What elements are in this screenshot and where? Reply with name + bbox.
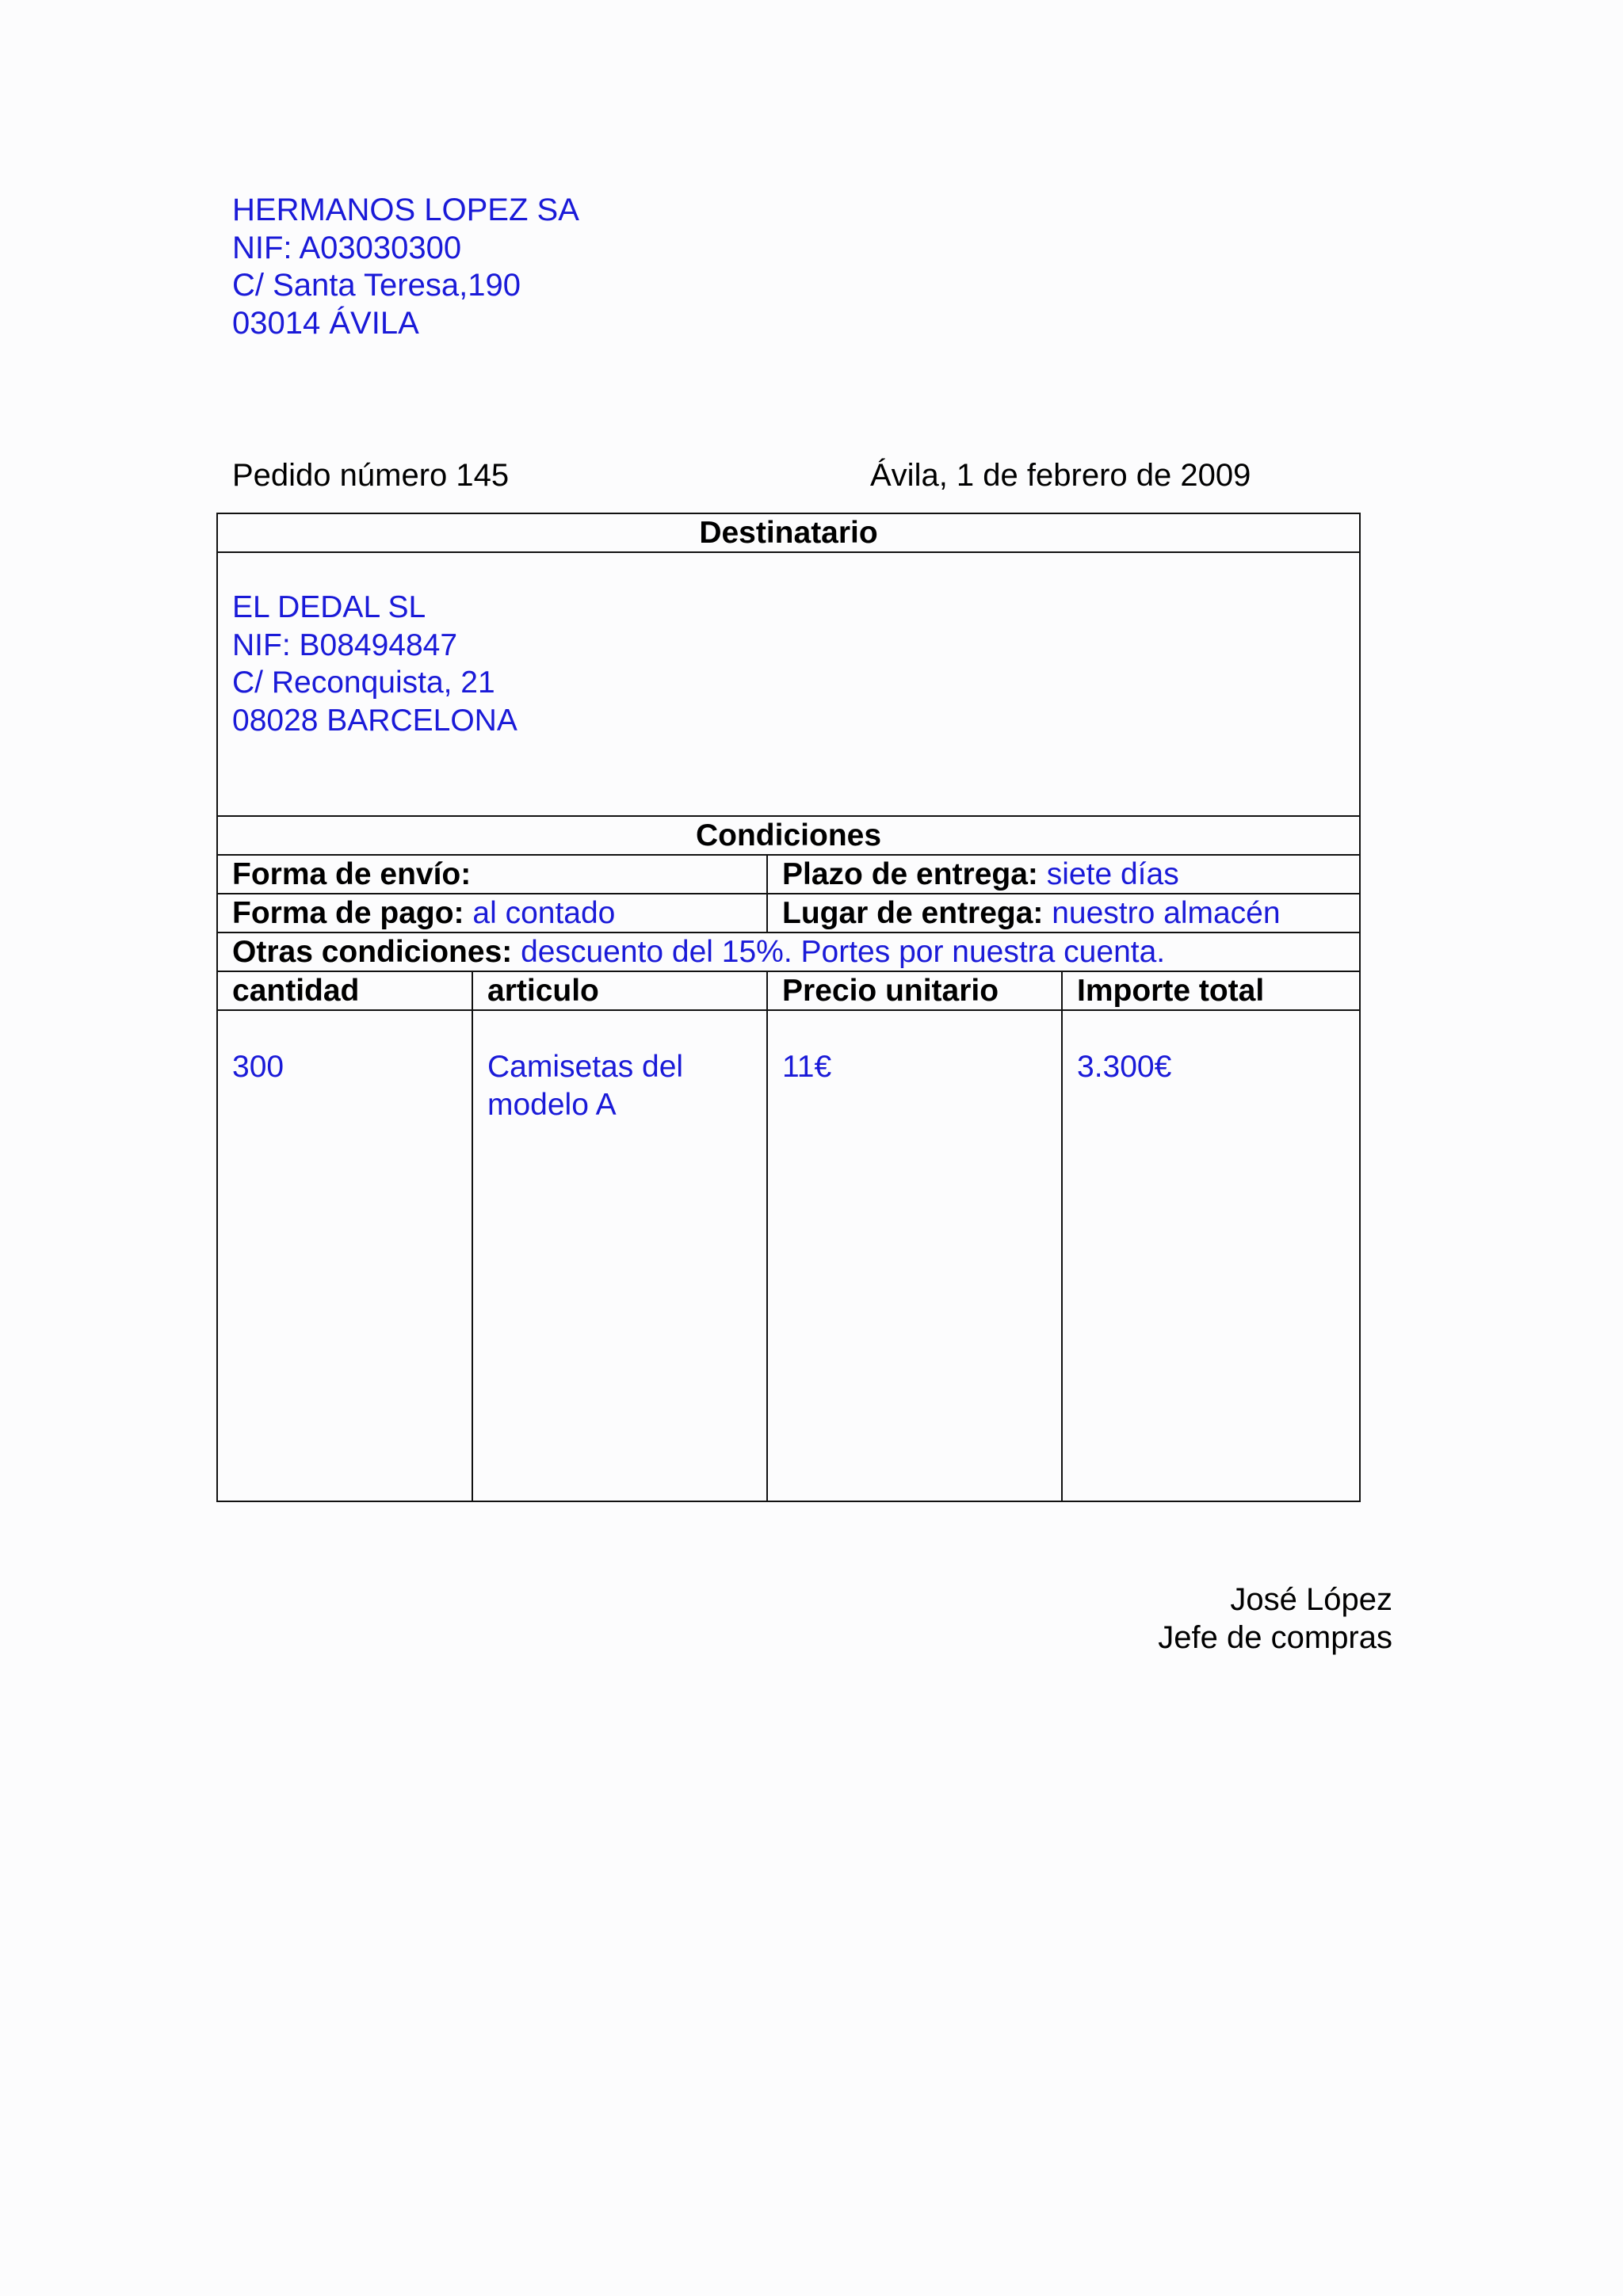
recipient-header: Destinatario: [217, 513, 1360, 552]
order-table: [216, 513, 1361, 1502]
recipient-name: EL DEDAL SL: [232, 590, 426, 624]
delivery-time-label: Plazo de entrega:: [782, 857, 1038, 891]
delivery-place-label: Lugar de entrega:: [782, 896, 1044, 930]
recipient-nif: NIF: B08494847: [232, 627, 458, 662]
other-conditions-cell: [217, 933, 1360, 971]
column-header-article: articulo: [472, 971, 767, 1010]
other-conditions-label: Otras condiciones:: [232, 935, 513, 969]
item-total: 3.300€: [1062, 1010, 1360, 1501]
sender-nif: NIF: A03030300: [232, 230, 462, 265]
sender-block: [232, 192, 579, 342]
column-header-quantity: cantidad: [217, 971, 472, 1010]
sender-city: 03014 ÁVILA: [232, 305, 419, 341]
other-conditions-value: descuento del 15%. Portes por nuestra cuenta.: [521, 935, 1166, 969]
shipping-method-label: Forma de envío:: [232, 857, 472, 891]
delivery-place-value: nuestro almacén: [1052, 896, 1281, 930]
order-place-date: Ávila, 1 de febrero de 2009: [870, 458, 1251, 493]
sender-name: HERMANOS LOPEZ SA: [232, 193, 579, 227]
recipient-city: 08028 BARCELONA: [232, 703, 517, 738]
payment-method-cell: [217, 894, 767, 933]
recipient-block: [217, 552, 1360, 816]
delivery-time-cell: [767, 855, 1360, 894]
signature-block: [1158, 1581, 1392, 1657]
column-header-total: Importe total: [1062, 971, 1360, 1010]
recipient-address: C/ Reconquista, 21: [232, 666, 495, 700]
payment-method-label: Forma de pago:: [232, 896, 464, 930]
signature-name: José López: [1230, 1582, 1392, 1617]
sender-address: C/ Santa Teresa,190: [232, 268, 521, 303]
column-header-unit-price: Precio unitario: [767, 971, 1062, 1010]
order-number: Pedido número 145: [232, 458, 510, 493]
shipping-method-cell: [217, 855, 767, 894]
signature-title: Jefe de compras: [1158, 1620, 1392, 1655]
delivery-place-cell: [767, 894, 1360, 933]
payment-method-value: al contado: [472, 896, 616, 930]
delivery-time-value: siete días: [1046, 857, 1179, 891]
item-unit-price: 11€: [767, 1010, 1062, 1501]
item-article: Camisetas del modelo A: [472, 1010, 767, 1501]
table-row: [217, 1010, 1360, 1501]
item-quantity: 300: [217, 1010, 472, 1501]
conditions-header: Condiciones: [217, 816, 1360, 855]
